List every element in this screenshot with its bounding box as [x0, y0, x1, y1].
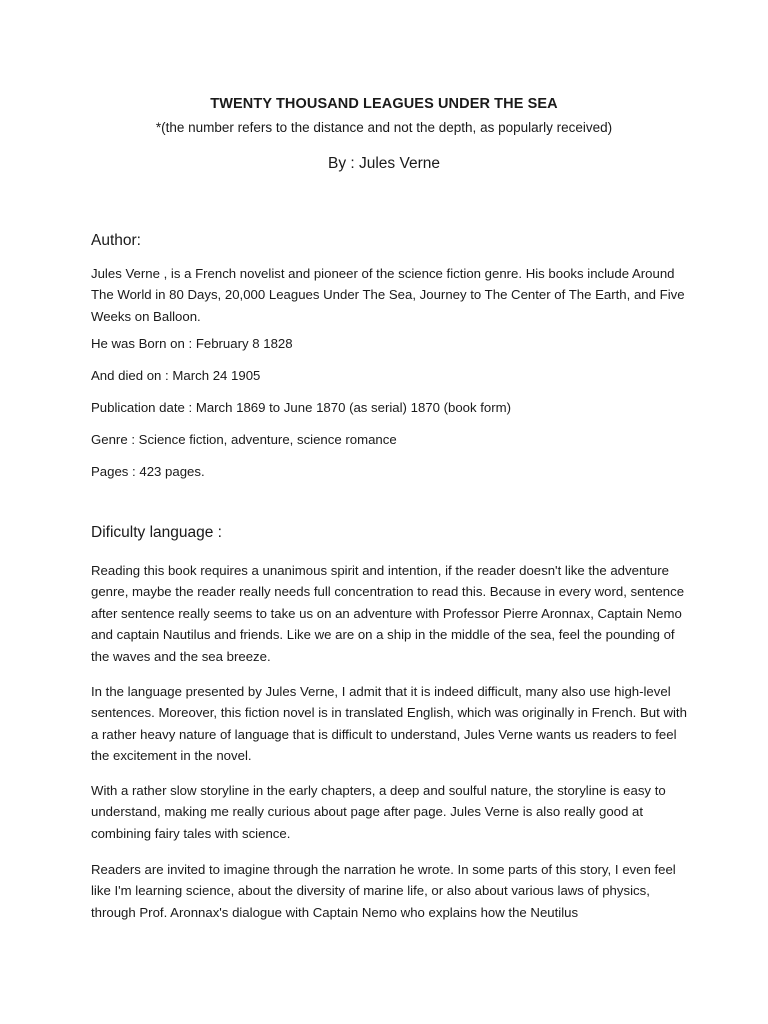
- difficulty-heading: Dificulty language :: [91, 524, 222, 541]
- author-byline: By : Jules Verne: [327, 155, 440, 172]
- publication-date-line: Publication date : March 1869 to June 1870 (as serial) 1870 (book form): [91, 400, 512, 415]
- genre-line: Genre : Science fiction, adventure, science romance: [91, 432, 397, 447]
- document-subtitle: *(the number refers to the distance and not the depth, as popularly received): [155, 120, 613, 135]
- difficulty-paragraph-1: Reading this book requires a unanimous spirit and intention, if the reader doesn't like the adventure genre, maybe the reader really needs full concentration to read this. Because in every word, sentence after sentence really seems to take us on an adventure with Professor Pierre Aronnax, Captain Nemo and captain Nautilus and friends. Like we are on a ship in the middle of the sea, feel the pounding of the waves and the sea breeze.: [91, 563, 685, 664]
- difficulty-paragraph-3: With a rather slow storyline in the early chapters, a deep and soulful nature, the storyline is easy to understand, making me really curious about page after page. Jules Verne is also really good at combining fairy tales with science.: [91, 783, 666, 841]
- born-date-line: He was Born on : February 8 1828: [91, 336, 293, 351]
- death-date-line: And died on : March 24 1905: [91, 368, 261, 383]
- author-heading: Author:: [91, 232, 141, 249]
- pages-line: Pages : 423 pages.: [91, 464, 205, 479]
- document-title: TWENTY THOUSAND LEAGUES UNDER THE SEA: [210, 96, 558, 112]
- difficulty-paragraph-4: Readers are invited to imagine through the narration he wrote. In some parts of this story, I even feel like I'm learning science, about the diversity of marine life, or also about various laws of physics, through Prof. Aronnax's dialogue with Captain Nemo who explains how the Neutilus: [91, 862, 676, 920]
- difficulty-paragraph-2: In the language presented by Jules Verne, I admit that it is indeed difficult, many also use high-level sentences. Moreover, this fiction novel is in translated English, which was originally in French. But with a rather heavy nature of language that is difficult to understand, Jules Verne wants us readers to feel the excitement in the novel.: [91, 684, 687, 764]
- author-intro-paragraph: Jules Verne , is a French novelist and pioneer of the science fiction genre. His books include Around The World in 80 Days, 20,000 Leagues Under The Sea, Journey to The Center of The Earth, and Five Weeks on Balloon.: [91, 266, 685, 324]
